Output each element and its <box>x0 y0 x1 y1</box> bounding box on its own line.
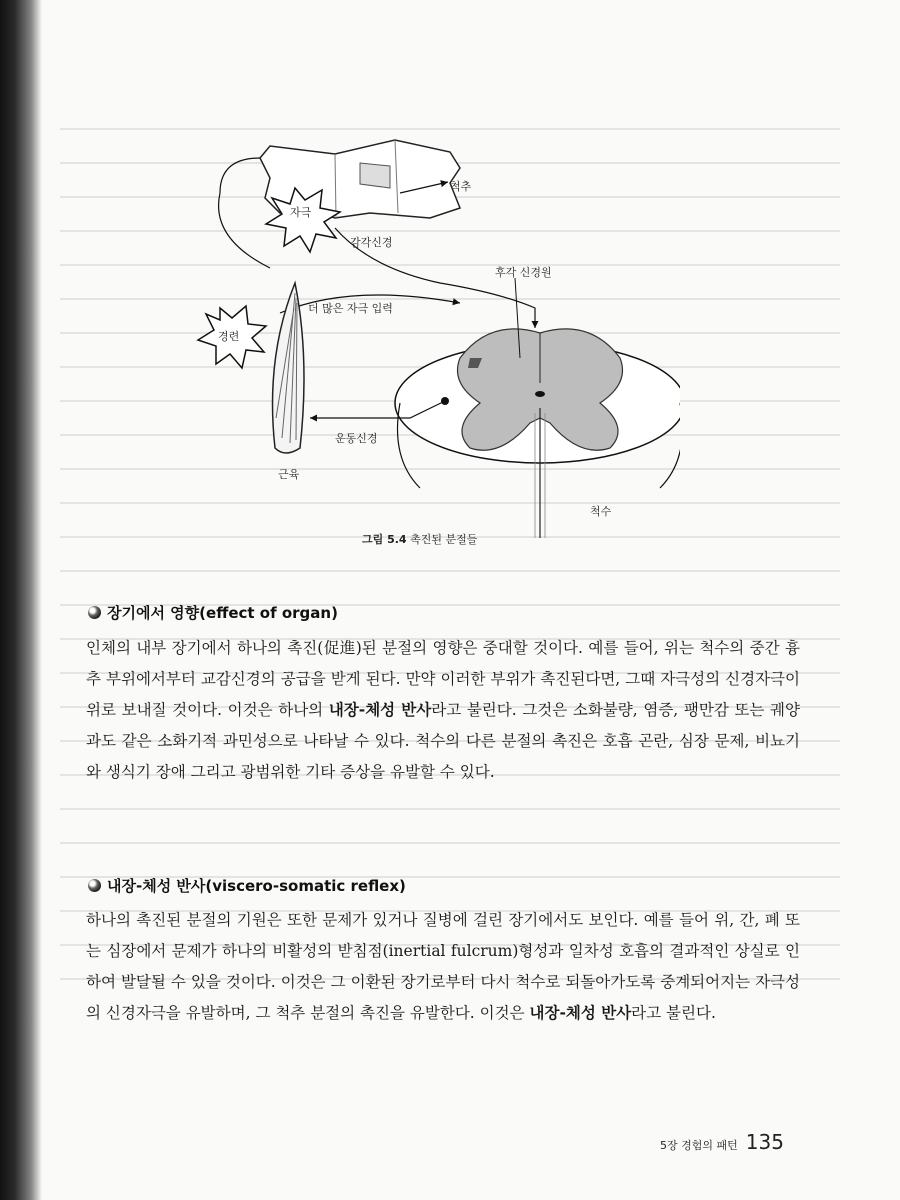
label-sensory-nerve: 감각신경 <box>350 236 393 249</box>
paragraph-text: 하나의 촉진된 분절의 기원은 또한 문제가 있거나 질병에 걸린 장기에서도 보인다. 예를 들어 위, 간, 폐 또는 심장에서 문제가 하나의 비활성의 받침점(inertial fulcrum)형성과 일차성 호흡의 결과적인 상실로 인하여 발달될 수 있을 것이다. 이것은 그 이환된 장기로부터 다시 척수로 되돌아가도록 중계되어지는 자극성의 신경자극을 유발하며, 그 척추 분절의 촉진을 유발한다. 이것은 <box>86 911 800 1022</box>
bullet-icon <box>88 879 101 892</box>
label-spine: 척추 <box>450 180 472 193</box>
paragraph-text: 라고 불린다. 그것은 소화불량, 염증, 팽만감 또는 궤양과도 같은 소화기적 과민성으로 나타날 수 있다. 척수의 다른 분절의 촉진은 호흡 곤란, 심장 문제, 비뇨기와 생식기 장애 그리고 광범위한 기타 증상을 유발할 수 있다. <box>86 701 800 781</box>
chapter-title: 5장 경험의 패턴 <box>660 1139 738 1152</box>
bold-term: 내장-체성 반사 <box>328 701 432 719</box>
page-binding-shadow <box>0 0 42 1200</box>
label-spinal-cord: 척수 <box>590 505 612 518</box>
figure-caption-number: 그림 5.4 <box>362 533 407 546</box>
paragraph-viscero-somatic-reflex <box>86 905 800 1029</box>
page-number: 135 <box>745 1130 784 1154</box>
section-heading-effect-of-organ <box>88 602 338 623</box>
paragraph-text: 라고 불린다. <box>631 1004 716 1022</box>
paragraph-text: 인체의 내부 장기에서 하나의 촉진(促進)된 분절의 영향은 중대할 것이다. 예를 들어, 위는 척수의 중간 흉추 부위에서부터 교감신경의 공급을 받게 된다. 만약 이러한 부위가 촉진된다면, 그때 자극성의 신경자극이 위로 보내질 것이다. 이것은 하나의 <box>86 639 800 719</box>
spinal-reflex-figure <box>160 118 680 558</box>
figure-caption <box>362 531 477 547</box>
label-spasm: 경련 <box>218 330 240 343</box>
label-muscle: 근육 <box>278 468 300 481</box>
stimulus-loop-path <box>219 193 270 268</box>
section-heading-text: 내장-체성 반사(viscero-somatic reflex) <box>107 877 406 895</box>
page-footer <box>660 1130 784 1154</box>
bullet-icon <box>88 606 101 619</box>
label-dorsal-ganglion: 후각 신경원 <box>495 266 552 279</box>
label-more-input: 더 많은 자극 입력 <box>308 302 393 315</box>
label-motor-nerve: 운동신경 <box>335 432 378 445</box>
muscle-illustration <box>273 283 305 453</box>
spinal-cord-cross-section <box>310 278 680 538</box>
section-heading-viscero-somatic-reflex <box>88 875 406 896</box>
label-stimulus: 자극 <box>290 206 312 219</box>
section-heading-text: 장기에서 영향(effect of organ) <box>107 604 338 622</box>
paragraph-effect-of-organ <box>86 633 800 788</box>
bold-term: 내장-체성 반사 <box>529 1004 632 1022</box>
figure-caption-text: 촉진된 분절들 <box>410 533 478 546</box>
